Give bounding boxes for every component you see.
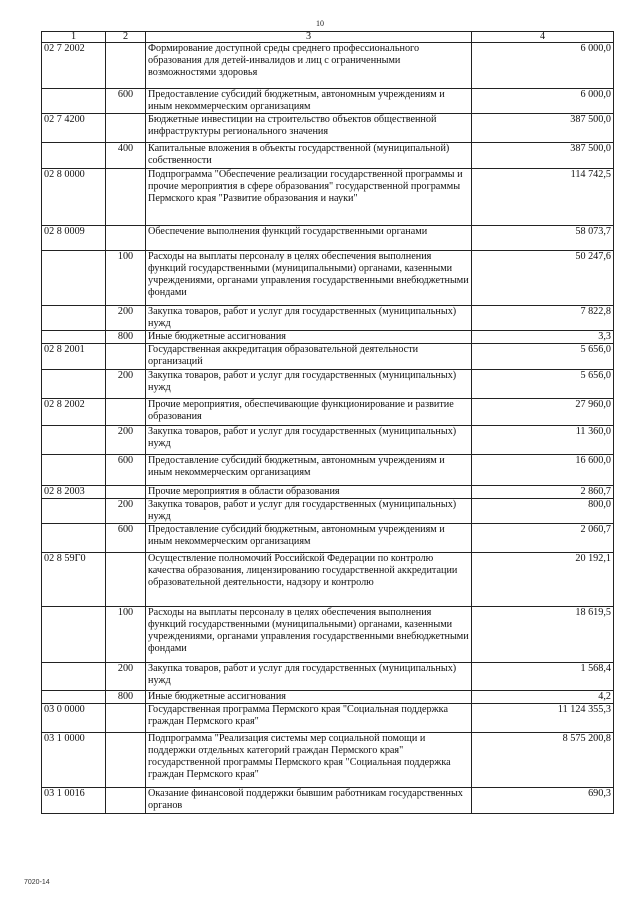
row-name: Предоставление субсидий бюджетным, автономным учреждениям и иным некоммерческим организациям <box>146 89 472 114</box>
row-name: Закупка товаров, работ и услуг для государственных (муниципальных) нужд <box>146 499 472 524</box>
row-amount: 2 060,7 <box>472 524 614 553</box>
budget-table <box>41 31 614 814</box>
row-name: Предоставление субсидий бюджетным, автономным учреждениям и иным некоммерческим организациям <box>146 524 472 553</box>
row-name: Закупка товаров, работ и услуг для государственных (муниципальных) нужд <box>146 663 472 691</box>
row-amount: 3,3 <box>472 331 614 344</box>
row-code: 02 8 2002 <box>42 399 106 426</box>
row-code <box>42 663 106 691</box>
column-header-4: 4 <box>472 32 614 43</box>
row-amount: 690,3 <box>472 788 614 814</box>
row-code <box>42 251 106 306</box>
table-row <box>42 704 614 733</box>
row-code: 02 8 2003 <box>42 486 106 499</box>
row-code: 03 0 0000 <box>42 704 106 733</box>
row-expense-type <box>106 344 146 370</box>
table-row <box>42 455 614 486</box>
page-number: 10 <box>316 19 324 28</box>
row-expense-type <box>106 226 146 251</box>
row-amount: 11 124 355,3 <box>472 704 614 733</box>
row-name: Оказание финансовой поддержки бывшим работникам государственных органов <box>146 788 472 814</box>
row-code: 02 7 2002 <box>42 43 106 89</box>
row-code: 02 7 4200 <box>42 114 106 143</box>
table-row <box>42 169 614 226</box>
row-name: Осуществление полномочий Российской Федерации по контролю качества образования, лицензированию государственной аккредитации образовательной деятельности, надзору и контролю <box>146 553 472 607</box>
row-code <box>42 89 106 114</box>
row-name: Формирование доступной среды среднего профессионального образования для детей-инвалидов и лиц с ограниченными возможностями здоровья <box>146 43 472 89</box>
table-row <box>42 399 614 426</box>
row-code <box>42 331 106 344</box>
row-name: Закупка товаров, работ и услуг для государственных (муниципальных) нужд <box>146 426 472 455</box>
row-name: Подпрограмма "Реализация системы мер социальной помощи и поддержки отдельных категорий граждан Пермского края" государственной программы Пермского края "Социальная поддержка граждан Пермского края" <box>146 733 472 788</box>
row-amount: 387 500,0 <box>472 143 614 169</box>
column-header-3: 3 <box>146 32 472 43</box>
row-expense-type <box>106 43 146 89</box>
row-expense-type: 100 <box>106 251 146 306</box>
row-code: 03 1 0016 <box>42 788 106 814</box>
column-header-2: 2 <box>106 32 146 43</box>
row-code: 03 1 0000 <box>42 733 106 788</box>
row-code: 02 8 0000 <box>42 169 106 226</box>
table-row <box>42 553 614 607</box>
table-row <box>42 143 614 169</box>
row-expense-type: 600 <box>106 524 146 553</box>
table-row <box>42 344 614 370</box>
table-row <box>42 251 614 306</box>
row-expense-type: 200 <box>106 370 146 399</box>
table-row <box>42 788 614 814</box>
row-code <box>42 499 106 524</box>
row-expense-type: 200 <box>106 499 146 524</box>
table-row <box>42 306 614 331</box>
table-row <box>42 691 614 704</box>
row-expense-type: 600 <box>106 455 146 486</box>
row-amount: 27 960,0 <box>472 399 614 426</box>
row-expense-type: 800 <box>106 691 146 704</box>
row-amount: 4,2 <box>472 691 614 704</box>
row-expense-type <box>106 114 146 143</box>
row-amount: 387 500,0 <box>472 114 614 143</box>
row-name: Закупка товаров, работ и услуг для государственных (муниципальных) нужд <box>146 370 472 399</box>
row-code: 02 8 2001 <box>42 344 106 370</box>
row-amount: 114 742,5 <box>472 169 614 226</box>
row-code <box>42 607 106 663</box>
row-expense-type: 100 <box>106 607 146 663</box>
row-name: Подпрограмма "Обеспечение реализации государственной программы и прочие мероприятия в сфере образования" государственной программы Пермского края "Развитие образования и науки" <box>146 169 472 226</box>
table-row <box>42 114 614 143</box>
column-number-row <box>42 32 614 43</box>
row-expense-type <box>106 733 146 788</box>
row-expense-type: 200 <box>106 426 146 455</box>
row-amount: 5 656,0 <box>472 370 614 399</box>
row-expense-type <box>106 399 146 426</box>
row-name: Капитальные вложения в объекты государственной (муниципальной) собственности <box>146 143 472 169</box>
table-row <box>42 486 614 499</box>
row-expense-type <box>106 169 146 226</box>
row-expense-type: 400 <box>106 143 146 169</box>
row-name: Бюджетные инвестиции на строительство объектов общественной инфраструктуры регионального значения <box>146 114 472 143</box>
row-amount: 800,0 <box>472 499 614 524</box>
row-name: Обеспечение выполнения функций государственными органами <box>146 226 472 251</box>
row-amount: 50 247,6 <box>472 251 614 306</box>
table-row <box>42 524 614 553</box>
row-amount: 8 575 200,8 <box>472 733 614 788</box>
column-header-1: 1 <box>42 32 106 43</box>
table-row <box>42 663 614 691</box>
row-code <box>42 370 106 399</box>
table-row <box>42 607 614 663</box>
table-row <box>42 499 614 524</box>
row-amount: 7 822,8 <box>472 306 614 331</box>
row-expense-type <box>106 486 146 499</box>
row-amount: 6 000,0 <box>472 89 614 114</box>
row-amount: 6 000,0 <box>472 43 614 89</box>
row-expense-type <box>106 788 146 814</box>
row-amount: 16 600,0 <box>472 455 614 486</box>
row-name: Расходы на выплаты персоналу в целях обеспечения выполнения функций государственными (муниципальными) органами, казенными учреждениями, органами управления государственными внебюджетными фондами <box>146 251 472 306</box>
row-amount: 58 073,7 <box>472 226 614 251</box>
row-name: Расходы на выплаты персоналу в целях обеспечения выполнения функций государственными (муниципальными) органами, казенными учреждениями, органами управления государственными внебюджетными фондами <box>146 607 472 663</box>
row-name: Иные бюджетные ассигнования <box>146 331 472 344</box>
row-expense-type: 200 <box>106 663 146 691</box>
row-name: Предоставление субсидий бюджетным, автономным учреждениям и иным некоммерческим организациям <box>146 455 472 486</box>
row-name: Иные бюджетные ассигнования <box>146 691 472 704</box>
table-body <box>42 43 614 814</box>
row-amount: 2 860,7 <box>472 486 614 499</box>
row-code <box>42 691 106 704</box>
row-name: Прочие мероприятия в области образования <box>146 486 472 499</box>
row-code: 02 8 0009 <box>42 226 106 251</box>
table-row <box>42 733 614 788</box>
row-amount: 11 360,0 <box>472 426 614 455</box>
table-row <box>42 226 614 251</box>
row-code <box>42 455 106 486</box>
table-row <box>42 89 614 114</box>
row-code: 02 8 59Г0 <box>42 553 106 607</box>
row-code <box>42 306 106 331</box>
row-expense-type: 800 <box>106 331 146 344</box>
row-expense-type: 600 <box>106 89 146 114</box>
row-amount: 5 656,0 <box>472 344 614 370</box>
row-expense-type <box>106 553 146 607</box>
table-row <box>42 426 614 455</box>
row-code <box>42 524 106 553</box>
footer-code: 7020-14 <box>24 879 50 886</box>
row-name: Прочие мероприятия, обеспечивающие функционирование и развитие образования <box>146 399 472 426</box>
row-amount: 20 192,1 <box>472 553 614 607</box>
row-amount: 1 568,4 <box>472 663 614 691</box>
row-expense-type <box>106 704 146 733</box>
row-expense-type: 200 <box>106 306 146 331</box>
row-name: Государственная программа Пермского края "Социальная поддержка граждан Пермского края" <box>146 704 472 733</box>
table-row <box>42 43 614 89</box>
table-row <box>42 370 614 399</box>
table-row <box>42 331 614 344</box>
row-name: Государственная аккредитация образовательной деятельности организаций <box>146 344 472 370</box>
row-name: Закупка товаров, работ и услуг для государственных (муниципальных) нужд <box>146 306 472 331</box>
row-code <box>42 426 106 455</box>
row-code <box>42 143 106 169</box>
row-amount: 18 619,5 <box>472 607 614 663</box>
